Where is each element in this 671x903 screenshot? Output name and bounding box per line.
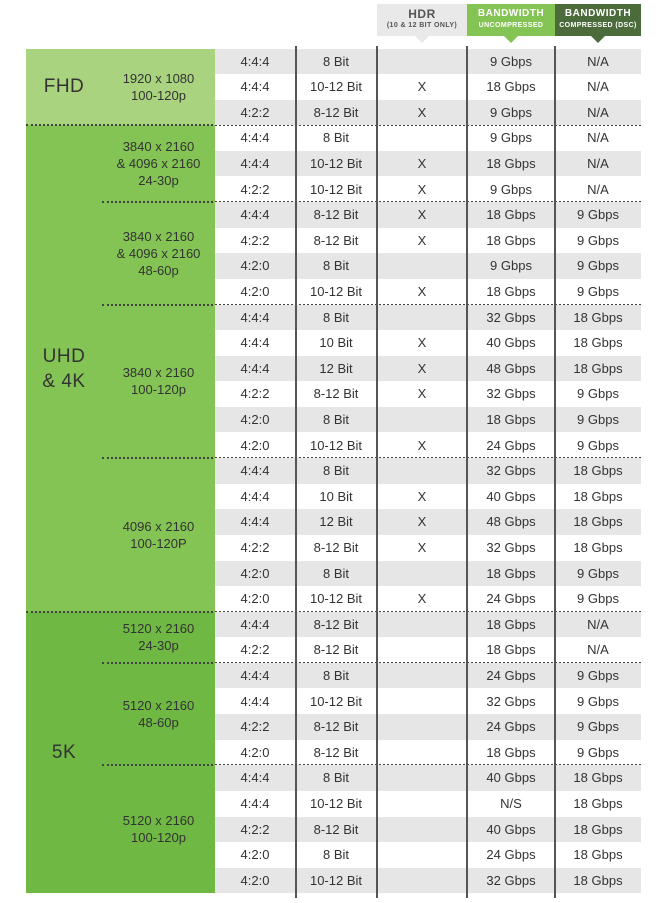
uncompressed-cell: 32 Gbps	[486, 539, 536, 555]
table-row	[215, 868, 641, 894]
hdr-cell: X	[417, 181, 427, 197]
bit-depth-cell: 8 Bit	[322, 258, 349, 274]
table-row	[215, 330, 641, 356]
chroma-cell: 4:2:2	[240, 719, 270, 735]
resolution-label	[102, 612, 215, 663]
uncompressed-cell: 18 Gbps	[486, 232, 536, 248]
uncompressed-cell: 48 Gbps	[486, 360, 536, 376]
compressed-cell: 18 Gbps	[573, 360, 623, 376]
hdr-cell: X	[417, 335, 427, 351]
hdr-cell: X	[417, 79, 427, 95]
column-divider	[466, 46, 468, 898]
label-line: 5120 x 2160	[122, 621, 195, 637]
uncompressed-cell: 18 Gbps	[486, 642, 536, 658]
compressed-cell: N/A	[587, 104, 609, 120]
table-row	[215, 253, 641, 279]
uncompressed-cell: 18 Gbps	[486, 155, 536, 171]
bit-depth-cell: 10-12 Bit	[309, 437, 363, 453]
resolution-text	[123, 70, 195, 104]
bit-depth-cell: 8-12 Bit	[313, 642, 359, 658]
hdr-cell: X	[417, 155, 427, 171]
uncompressed-cell: 32 Gbps	[486, 872, 536, 888]
hdr-cell	[377, 791, 467, 817]
chroma-cell: 4:2:0	[240, 847, 270, 863]
uncompressed-cell: 18 Gbps	[486, 207, 536, 223]
table-row	[215, 458, 641, 484]
compressed-cell: 18 Gbps	[573, 539, 623, 555]
compressed-cell: 9 Gbps	[577, 411, 619, 427]
resolution-text	[123, 697, 195, 731]
chroma-cell: 4:4:4	[240, 488, 270, 504]
uncompressed-cell: 18 Gbps	[486, 565, 536, 581]
group-label	[26, 740, 102, 765]
bit-depth-cell: 8-12 Bit	[313, 719, 359, 735]
compressed-cell: 18 Gbps	[573, 335, 623, 351]
chroma-cell: 4:2:2	[240, 386, 270, 402]
uncompressed-cell: 32 Gbps	[486, 463, 536, 479]
label-line: 5120 x 2160	[122, 698, 195, 714]
hdr-cell	[377, 305, 467, 331]
hdr-cell: X	[417, 207, 427, 223]
chroma-cell: 4:4:4	[240, 770, 270, 786]
table-row	[215, 49, 641, 75]
group-label	[26, 74, 102, 99]
table-row	[215, 791, 641, 817]
hdr-cell: X	[417, 232, 427, 248]
chroma-cell: 4:2:2	[240, 642, 270, 658]
bit-depth-cell: 8-12 Bit	[313, 744, 359, 760]
compressed-cell: N/A	[587, 130, 609, 146]
uncompressed-cell: 9 Gbps	[490, 53, 532, 69]
table-row	[215, 407, 641, 433]
compressed-cell: 9 Gbps	[577, 744, 619, 760]
label-line: 3840 x 2160	[122, 365, 195, 381]
table-row	[215, 612, 641, 638]
compressed-cell: 18 Gbps	[573, 872, 623, 888]
uncompressed-cell: 24 Gbps	[486, 591, 536, 607]
table-row	[215, 177, 641, 203]
chroma-cell: 4:2:0	[240, 565, 270, 581]
compressed-cell: 9 Gbps	[577, 258, 619, 274]
bit-depth-cell: 10-12 Bit	[309, 591, 363, 607]
compressed-cell: N/A	[587, 642, 609, 658]
table-row	[215, 228, 641, 254]
label-line: & 4096 x 2160	[116, 156, 201, 172]
bit-depth-cell: 8-12 Bit	[313, 539, 359, 555]
uncompressed-cell: 18 Gbps	[486, 283, 536, 299]
compressed-cell: 18 Gbps	[573, 309, 623, 325]
resolution-text	[123, 812, 195, 846]
compressed-cell: 18 Gbps	[573, 795, 623, 811]
uncompressed-cell: 48 Gbps	[486, 514, 536, 530]
bit-depth-cell: 8 Bit	[322, 411, 349, 427]
chroma-cell: 4:2:2	[240, 821, 270, 837]
table-row	[215, 151, 641, 177]
chroma-cell: 4:2:0	[240, 437, 270, 453]
compressed-cell: 18 Gbps	[573, 821, 623, 837]
label-line: & 4K	[42, 370, 86, 392]
hdr-cell: X	[417, 437, 427, 453]
chroma-cell: 4:4:4	[240, 667, 270, 683]
hdr-cell: X	[417, 283, 427, 299]
uncompressed-cell: 18 Gbps	[486, 411, 536, 427]
hdr-cell	[377, 765, 467, 791]
hdr-cell	[377, 740, 467, 766]
resolution-label	[102, 125, 215, 202]
compressed-cell: 18 Gbps	[573, 488, 623, 504]
uncompressed-cell: N/S	[500, 795, 522, 811]
bit-depth-cell: 8-12 Bit	[313, 616, 359, 632]
hdr-cell	[377, 561, 467, 587]
compressed-column-header	[555, 4, 641, 36]
table-row	[215, 381, 641, 407]
chroma-cell: 4:4:4	[240, 335, 270, 351]
chroma-cell: 4:2:2	[240, 539, 270, 555]
table-row	[215, 714, 641, 740]
compressed-cell: 9 Gbps	[577, 232, 619, 248]
bit-depth-cell: 8-12 Bit	[313, 232, 359, 248]
hdr-cell	[377, 407, 467, 433]
hdr-cell	[377, 868, 467, 894]
table-row	[215, 817, 641, 843]
compressed-cell: 9 Gbps	[577, 565, 619, 581]
label-line: UHD	[42, 345, 86, 367]
table-row	[215, 484, 641, 510]
resolution-label	[102, 49, 215, 126]
label-line: 3840 x 2160	[122, 139, 195, 155]
chroma-cell: 4:4:4	[240, 130, 270, 146]
table-row	[215, 663, 641, 689]
bit-depth-cell: 8-12 Bit	[313, 821, 359, 837]
bit-depth-cell: 10-12 Bit	[309, 283, 363, 299]
compressed-header-title: BANDWIDTH	[564, 8, 632, 19]
uncompressed-cell: 24 Gbps	[486, 719, 536, 735]
bit-depth-cell: 10-12 Bit	[309, 872, 363, 888]
uncompressed-cell: 9 Gbps	[490, 181, 532, 197]
column-divider	[376, 46, 378, 898]
bit-depth-cell: 8 Bit	[322, 463, 349, 479]
hdr-cell	[377, 125, 467, 151]
column-divider	[554, 46, 556, 898]
bit-depth-cell: 8 Bit	[322, 847, 349, 863]
compressed-cell: N/A	[587, 155, 609, 171]
table-row	[215, 202, 641, 228]
hdr-cell	[377, 612, 467, 638]
chroma-cell: 4:2:0	[240, 258, 270, 274]
resolution-label	[102, 305, 215, 459]
hdr-cell	[377, 817, 467, 843]
label-line: 100-120p	[131, 382, 186, 398]
table-row	[215, 100, 641, 126]
compressed-cell: 18 Gbps	[573, 463, 623, 479]
label-line: 48-60p	[138, 715, 179, 731]
chroma-cell: 4:2:0	[240, 283, 270, 299]
compressed-cell: 9 Gbps	[577, 437, 619, 453]
chroma-cell: 4:4:4	[240, 309, 270, 325]
bit-depth-cell: 8 Bit	[322, 53, 349, 69]
chroma-cell: 4:4:4	[240, 79, 270, 95]
label-line: 100-120p	[131, 87, 186, 103]
compressed-cell: 9 Gbps	[577, 667, 619, 683]
chroma-cell: 4:2:0	[240, 591, 270, 607]
chroma-cell: 4:4:4	[240, 155, 270, 171]
bit-depth-cell: 12 Bit	[319, 360, 353, 376]
uncompressed-cell: 32 Gbps	[486, 386, 536, 402]
chroma-cell: 4:4:4	[240, 693, 270, 709]
label-line: 5120 x 2160	[122, 813, 195, 829]
label-line: FHD	[43, 76, 85, 98]
table-row	[215, 765, 641, 791]
group-label	[26, 344, 102, 394]
hdr-cell	[377, 714, 467, 740]
compressed-cell: 9 Gbps	[577, 591, 619, 607]
resolution-text	[123, 364, 195, 398]
uncompressed-cell: 40 Gbps	[486, 488, 536, 504]
hdr-cell	[377, 49, 467, 75]
bit-depth-cell: 10-12 Bit	[309, 155, 363, 171]
bit-depth-cell: 8 Bit	[322, 130, 349, 146]
compressed-cell: 9 Gbps	[577, 386, 619, 402]
hdr-cell: X	[417, 488, 427, 504]
hdr-cell: X	[417, 591, 427, 607]
chroma-cell: 4:4:4	[240, 795, 270, 811]
bit-depth-cell: 8 Bit	[322, 309, 349, 325]
uncompressed-column-header	[467, 4, 555, 36]
compressed-cell: N/A	[587, 181, 609, 197]
hdr-header-title: HDR	[408, 7, 436, 21]
hdr-header-subtitle: (10 & 12 BIT ONLY)	[386, 22, 458, 29]
label-line: 24-30p	[138, 173, 179, 189]
bit-depth-cell: 10-12 Bit	[309, 693, 363, 709]
hdr-cell: X	[417, 514, 427, 530]
hdr-cell	[377, 842, 467, 868]
label-line: 3840 x 2160	[122, 228, 195, 244]
chroma-cell: 4:2:2	[240, 104, 270, 120]
hdr-cell	[377, 637, 467, 663]
resolution-label	[102, 458, 215, 612]
compressed-cell: N/A	[587, 79, 609, 95]
compressed-cell: 9 Gbps	[577, 207, 619, 223]
label-line: 100-120p	[131, 830, 186, 846]
table-row	[215, 637, 641, 663]
uncompressed-cell: 32 Gbps	[486, 309, 536, 325]
resolution-text	[123, 620, 195, 654]
bit-depth-cell: 12 Bit	[319, 514, 353, 530]
uncompressed-header-title: BANDWIDTH	[477, 8, 545, 19]
bit-depth-cell: 10-12 Bit	[309, 795, 363, 811]
chroma-cell: 4:4:4	[240, 616, 270, 632]
chroma-cell: 4:4:4	[240, 207, 270, 223]
chroma-cell: 4:2:2	[240, 181, 270, 197]
uncompressed-cell: 24 Gbps	[486, 437, 536, 453]
bit-depth-cell: 10 Bit	[319, 335, 353, 351]
resolution-label	[102, 663, 215, 765]
resolution-text	[117, 228, 201, 279]
resolution-text	[123, 518, 195, 552]
chroma-cell: 4:4:4	[240, 360, 270, 376]
label-line: 100-120P	[130, 535, 187, 551]
label-line: 24-30p	[138, 638, 179, 654]
column-divider	[295, 46, 297, 898]
chroma-cell: 4:2:0	[240, 872, 270, 888]
table-row	[215, 74, 641, 100]
hdr-cell: X	[417, 539, 427, 555]
hdr-cell: X	[417, 386, 427, 402]
table-row	[215, 125, 641, 151]
chroma-cell: 4:2:0	[240, 744, 270, 760]
compressed-cell: 18 Gbps	[573, 770, 623, 786]
resolution-label	[102, 765, 215, 893]
table-row	[215, 561, 641, 587]
uncompressed-cell: 40 Gbps	[486, 821, 536, 837]
bit-depth-cell: 10 Bit	[319, 488, 353, 504]
table-row	[215, 586, 641, 612]
bit-depth-cell: 8 Bit	[322, 770, 349, 786]
table-row	[215, 433, 641, 459]
uncompressed-cell: 18 Gbps	[486, 79, 536, 95]
table-row	[215, 279, 641, 305]
compressed-cell: 18 Gbps	[573, 514, 623, 530]
chroma-cell: 4:4:4	[240, 53, 270, 69]
chroma-cell: 4:4:4	[240, 514, 270, 530]
label-line: 48-60p	[138, 262, 179, 278]
compressed-cell: 9 Gbps	[577, 283, 619, 299]
uncompressed-cell: 40 Gbps	[486, 770, 536, 786]
compressed-cell: 9 Gbps	[577, 719, 619, 735]
hdr-cell: X	[417, 104, 427, 120]
hdr-cell	[377, 663, 467, 689]
uncompressed-cell: 40 Gbps	[486, 335, 536, 351]
chroma-cell: 4:4:4	[240, 463, 270, 479]
compressed-cell: N/A	[587, 53, 609, 69]
compressed-cell: 18 Gbps	[573, 847, 623, 863]
uncompressed-cell: 9 Gbps	[490, 258, 532, 274]
uncompressed-cell: 18 Gbps	[486, 744, 536, 760]
hdr-cell: X	[417, 360, 427, 376]
bit-depth-cell: 8-12 Bit	[313, 104, 359, 120]
bit-depth-cell: 8 Bit	[322, 667, 349, 683]
bit-depth-cell: 8-12 Bit	[313, 207, 359, 223]
resolution-text	[117, 138, 201, 189]
hdr-cell	[377, 458, 467, 484]
table-row	[215, 509, 641, 535]
table-row	[215, 535, 641, 561]
bit-depth-cell: 10-12 Bit	[309, 181, 363, 197]
table-row	[215, 305, 641, 331]
compressed-header-subtitle: COMPRESSED (DSC)	[559, 22, 637, 29]
hdr-column-header	[377, 4, 467, 36]
label-line: 1920 x 1080	[122, 70, 195, 86]
table-row	[215, 689, 641, 715]
bit-depth-cell: 10-12 Bit	[309, 79, 363, 95]
table-row	[215, 356, 641, 382]
hdr-cell	[377, 689, 467, 715]
label-line: & 4096 x 2160	[116, 245, 201, 261]
uncompressed-cell: 9 Gbps	[490, 104, 532, 120]
uncompressed-cell: 9 Gbps	[490, 130, 532, 146]
uncompressed-cell: 24 Gbps	[486, 847, 536, 863]
chroma-cell: 4:2:0	[240, 411, 270, 427]
chroma-cell: 4:2:2	[240, 232, 270, 248]
hdr-cell	[377, 253, 467, 279]
compressed-cell: N/A	[587, 616, 609, 632]
uncompressed-cell: 32 Gbps	[486, 693, 536, 709]
uncompressed-cell: 18 Gbps	[486, 616, 536, 632]
compressed-cell: 9 Gbps	[577, 693, 619, 709]
table-row	[215, 740, 641, 766]
table-row	[215, 842, 641, 868]
uncompressed-cell: 24 Gbps	[486, 667, 536, 683]
bit-depth-cell: 8 Bit	[322, 565, 349, 581]
label-line: 4096 x 2160	[122, 518, 195, 534]
uncompressed-header-subtitle: UNCOMPRESSED	[478, 22, 544, 29]
bit-depth-cell: 8-12 Bit	[313, 386, 359, 402]
label-line: 5K	[51, 742, 77, 763]
resolution-label	[102, 202, 215, 304]
